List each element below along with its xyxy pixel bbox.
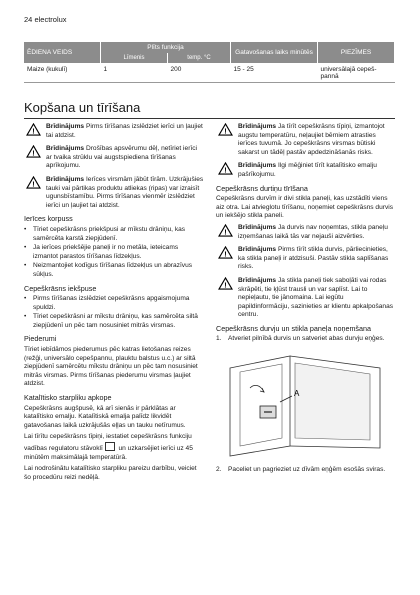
- warning-block: [216, 224, 396, 241]
- warning-icon: [218, 224, 233, 237]
- th-notes: PIEZĪMES: [318, 42, 395, 63]
- step-number: 2.: [216, 465, 222, 473]
- list-item: • Neizmantojiet kodīgus tīrīšanas līdzekļus un abrazīvus sūkļus.: [24, 262, 204, 279]
- warning-icon: [26, 123, 41, 136]
- warning-label: Brīdinājums: [238, 246, 277, 254]
- list-item: • Pirms tīrīšanas izslēdziet cepeškrāsns apgaismojuma spuldzi.: [24, 295, 204, 312]
- warning-text: Ilgi mēģiniet tīrīt katalītisko emalju pašrīkojumu.: [238, 162, 377, 178]
- paragraph-part: un uzkarsējiet ierīci uz 45 minūtēm maksimālajā temperatūrā.: [24, 445, 193, 461]
- section-title: Kopšana un tīrīšana: [24, 100, 141, 115]
- subheading: Cepeškrāsns durvju un stikla paneļa noņemšana: [216, 323, 372, 333]
- brand-name: electrolux: [34, 15, 67, 24]
- cell-notes: universālajā cepeš-pannā: [318, 63, 395, 83]
- paragraph: [24, 433, 204, 462]
- cell-time: 15 - 25: [231, 63, 318, 83]
- svg-text:!: !: [32, 148, 35, 158]
- list-item: • Tīriet cepeškrāsns priekšpusi ar mīkstu drāniņu, kas samērcēta karstā ziepjūdenī.: [24, 226, 204, 243]
- paragraph: Cepeškrāsns augšpusē, kā arī sienās ir pārklātas ar katalītisko emalju. Katalītiskā emalja palīdz likvidēt gatavošanas laikā uzkrājušās eļļas un tauku netīrumus.: [24, 404, 186, 429]
- paragraph: Lai nodrošinātu katalītisko starpliku pareizu darbību, veiciet šo procedūru reizi nedēļā.: [24, 465, 197, 481]
- subheading: Katalītisko starpliku apkope: [24, 393, 112, 403]
- numbered-list: [216, 335, 396, 344]
- list-item: • Tīriet cepeškrāsni ar mīkstu drāniņu, kas samērcēta siltā ziepjūdenī un pēc tam nosusiniet mitrās virsmas.: [24, 313, 204, 330]
- paragraph: Cepeškrāsns durvīm ir divi stikla paneļi, kas uzstādīti viens aiz otra. Lai atvieglotu tīrīšanu, noņemiet cepeškrāsns durvis un iekšējo stikla paneli.: [216, 195, 394, 220]
- paragraph-part: Lai tīrītu cepeškrāsns tīpiņi, iestatiet cepeškrāsns funkciju vadības regulatoru stāvoklī: [24, 433, 192, 452]
- warning-block: [24, 176, 204, 210]
- cell-level: 1: [101, 63, 168, 83]
- cell-temp: 200: [168, 63, 231, 83]
- warning-label: Brīdinājums: [238, 276, 277, 284]
- step-number: 1.: [216, 335, 222, 343]
- warning-label: Brīdinājums: [46, 145, 85, 153]
- warning-block: [24, 123, 204, 140]
- warning-icon: [218, 277, 233, 290]
- illustration-label: A: [294, 389, 300, 399]
- th-level: Līmenis: [101, 53, 168, 63]
- warning-icon: [26, 145, 41, 158]
- th-dish: ĒDIENA VEIDS: [24, 42, 101, 63]
- page-header: [24, 15, 67, 24]
- oven-door-hinge-illustration: [220, 348, 392, 458]
- page-number: 24: [24, 15, 33, 24]
- warning-block: [216, 246, 396, 272]
- th-temp: temp. °C: [168, 53, 231, 63]
- baking-table: [24, 42, 395, 83]
- warning-icon: [218, 246, 233, 259]
- list-item: • Ja ierīces priekšējie paneļi ir no metāla, ieteicams izmantot parastos tīrīšanas līdzekļus.: [24, 244, 204, 261]
- step-text: Atveriet pilnībā durvis un satveriet abas durvju eņģes.: [228, 335, 385, 343]
- warning-label: Brīdinājums: [238, 162, 277, 170]
- paragraph: Tīriet iebīdāmos piederumus pēc katras lietošanas reizes (režģi, universālo cepešpannu, plauktu balstus u.c.) ar siltā ziepjūdenī samērcētu mīkstu drāniņu un pēc tam nosusiniet mitrās virsmas. Pirms tīrīšanas piederumu virsmas ļaujiet atdzist.: [24, 346, 198, 388]
- warning-text: Ja tīrīt cepeškrāsns tīpiņi, izmantojot augstu temperatūru, neļaujiet bērniem atrasties ierīces tuvumā. Jo cepeškrāsns virsmas būtiski sakarst un tādēļ pastāv apdedzināšanās risks.: [238, 123, 385, 156]
- th-time: Gatavošanas laiks minūtēs: [231, 42, 318, 63]
- bullet-list: [24, 226, 204, 280]
- warning-icon: [218, 123, 233, 136]
- warning-text: Pirms tīrīšanas izslēdziet ierīci un ļaujiet tai atdzist.: [46, 123, 203, 139]
- warning-text: Ja stikla paneļi tiek saboļāti vai rodas skrāpēti, tie ķļūst trausli un var saplīst. Lai to nepieļautu, tie jānomaina. Lai iegūtu papildinformāciju, sazinieties ar klientu apkalpošanas centru.: [238, 276, 394, 319]
- subheading: Cepeškrāsns iekšpuse: [24, 283, 97, 293]
- th-function: Plīts funkcija: [101, 42, 231, 53]
- cell-dish: Maize (kukulī): [24, 63, 101, 83]
- warning-text: Pirms tīrīt stikla durvis, pārliecinieties, ka stikla paneļi ir atdzisuši. Pastāv stikla saplīšanas risks.: [238, 246, 389, 271]
- right-column: [216, 123, 396, 475]
- svg-text:!: !: [224, 126, 227, 136]
- warning-text: Ierīces virsmām jābūt tīrām. Uzkrājušies tauki vai pārtikas produktu atliekas (ripas) var izraisīt ugunsbīstamību. Pirms tīrīšanas vienmēr izslēdziet ierīci un ļaujiet tai atdzist.: [46, 175, 204, 209]
- numbered-list: [216, 466, 396, 475]
- warning-block: [216, 277, 396, 320]
- warning-text: Drošības apsvērumu dēļ, netīriet ierīci ar tvaika strūklu vai augstspiediena tīrīšanas aprīkojumu.: [46, 145, 197, 170]
- subheading: Ierīces korpuss: [24, 214, 73, 224]
- svg-text:!: !: [32, 179, 35, 189]
- subheading: Piederumi: [24, 334, 57, 344]
- warning-block: [216, 162, 396, 179]
- warning-block: [216, 123, 396, 157]
- warning-label: Brīdinājums: [46, 123, 85, 130]
- warning-block: [24, 145, 204, 171]
- oven-function-icon: [105, 442, 115, 451]
- table-row: [24, 63, 395, 83]
- warning-text: Ja durvis nav noņemtas, stikla paneļu izņemšanas laikā tās var nejauši aizvērties.: [238, 223, 388, 240]
- svg-text:!: !: [224, 280, 227, 290]
- step-text: Paceliet un pagrieziet uz dīvām eņģēm esošās sviras.: [228, 465, 386, 473]
- svg-text:!: !: [224, 166, 227, 176]
- title-divider: [24, 118, 395, 119]
- svg-text:!: !: [32, 126, 35, 136]
- list-item: [216, 335, 396, 344]
- svg-text:!: !: [224, 227, 227, 237]
- left-column: [24, 123, 204, 485]
- bullet-list: [24, 295, 204, 330]
- warning-icon: [26, 176, 41, 189]
- warning-label: Brīdinājums: [238, 223, 277, 231]
- warning-icon: [218, 162, 233, 175]
- list-item: [216, 466, 396, 475]
- svg-text:!: !: [224, 249, 227, 259]
- subheading: Cepeškrāsns durtiņu tīrīšana: [216, 183, 308, 193]
- warning-label: Brīdinājums: [46, 175, 85, 183]
- warning-label: Brīdinājums: [238, 123, 277, 130]
